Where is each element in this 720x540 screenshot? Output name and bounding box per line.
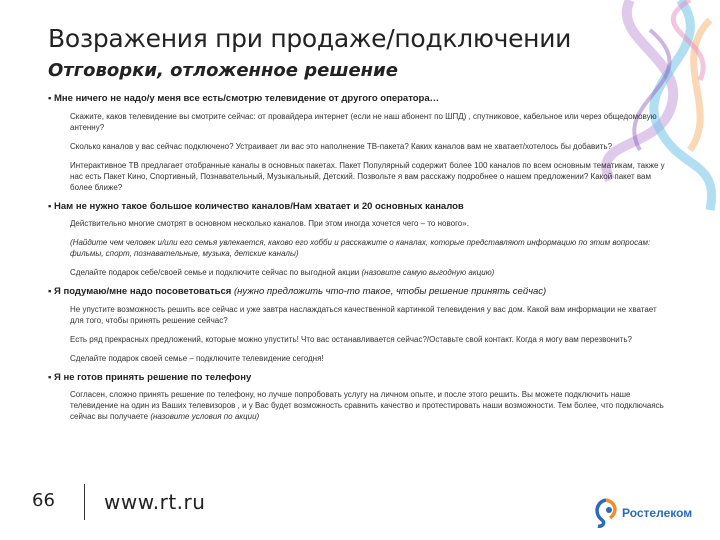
rostelecom-logo-text: Ростелеком	[622, 506, 693, 520]
response-paragraph: Не упустите возможность решить все сейчас и уже завтра наслаждаться качественной картинкой телевидения у вас дом. Какой вам информации не хватает для того, чтобы принять решение сейчас?	[70, 304, 657, 325]
objection-bullet: ▪ Мне ничего не надо/у меня все есть/смотрю телевидение от другого оператора…	[48, 93, 440, 104]
response-paragraph: Есть ряд прекрасных предложений, которые можно упустить! Что вас останавливается сейчас?/Оставьте свой контакт. Когда я могу вам перезвонить?	[70, 334, 632, 344]
response-paragraph: Интерактивное ТВ предлагает отобранные каналы в основных пакетах. Пакет Популярный содержит более 100 каналов по всем основным тематикам, также у нас есть Пакет Кино, Спортивный, Познавательный, Музыкальный, Детский. Позвольте я вам расскажу подробнее о нашем предложении? Какой пакет вам более ближе?	[70, 160, 665, 192]
response-paragraph: Сделайте подарок себе/своей семье и подключите сейчас по выгодной акции (назовите самую выгодную акцию)	[70, 268, 495, 277]
response-paragraph: Сколько каналов у вас сейчас подключено? Устраивает ли вас это наполнение ТВ-пакета? Каких каналов вам не хватает/хотелось бы добавить?	[70, 141, 613, 151]
rostelecom-logo	[592, 498, 702, 528]
footer-divider	[84, 484, 85, 520]
page-number: 66	[32, 490, 55, 511]
response-paragraph: Сделайте подарок своей семье – подключите телевидение сегодня!	[70, 353, 324, 363]
footer-url: www.rt.ru	[104, 490, 206, 514]
response-paragraph: Скажите, каков телевидение вы смотрите сейчас: от провайдера интернет (если не наш абонент по ШПД) , спутниковое, кабельное или через общедомовую антенну?	[70, 111, 657, 132]
response-paragraph: (Найдите чем человек и/или его семья увлекается, каково его хобби и расскажите о каналах, которые представляют информацию по этим вопросам: фильмы, спорт, познавательные, музыка, детские каналы)	[70, 238, 651, 258]
slide-title: Возражения при продаже/подключении	[48, 24, 572, 53]
response-paragraph: Согласен, сложно принять решение по телефону, но лучше попробовать услугу на личном опыте, и после этого решить. Вы можете подключить наше телевидение на один из Ваших телевизоров , и у Вас будет возможность сравнить качество и протестировать наши возможности. Тем более, что подключаясь сейчас вы получаете (назовите условия по акции)	[70, 390, 664, 421]
objection-bullet: ▪ Я не готов принять решение по телефону	[48, 371, 252, 383]
objection-bullet: ▪ Я подумаю/мне надо посоветоваться (нужно предложить что-то такое, чтобы решение принять сейчас)	[48, 286, 547, 297]
content-body	[48, 93, 668, 430]
objection-bullet: ▪ Нам не нужно такое большое количество каналов/Нам хватает и 20 основных каналов	[48, 200, 464, 212]
rostelecom-logo-icon	[592, 498, 620, 528]
response-paragraph: Действительно многие смотрят в основном несколько каналов. При этом иногда хочется чего – то нового».	[70, 219, 469, 228]
slide-subtitle: Отговорки, отложенное решение	[48, 60, 398, 81]
